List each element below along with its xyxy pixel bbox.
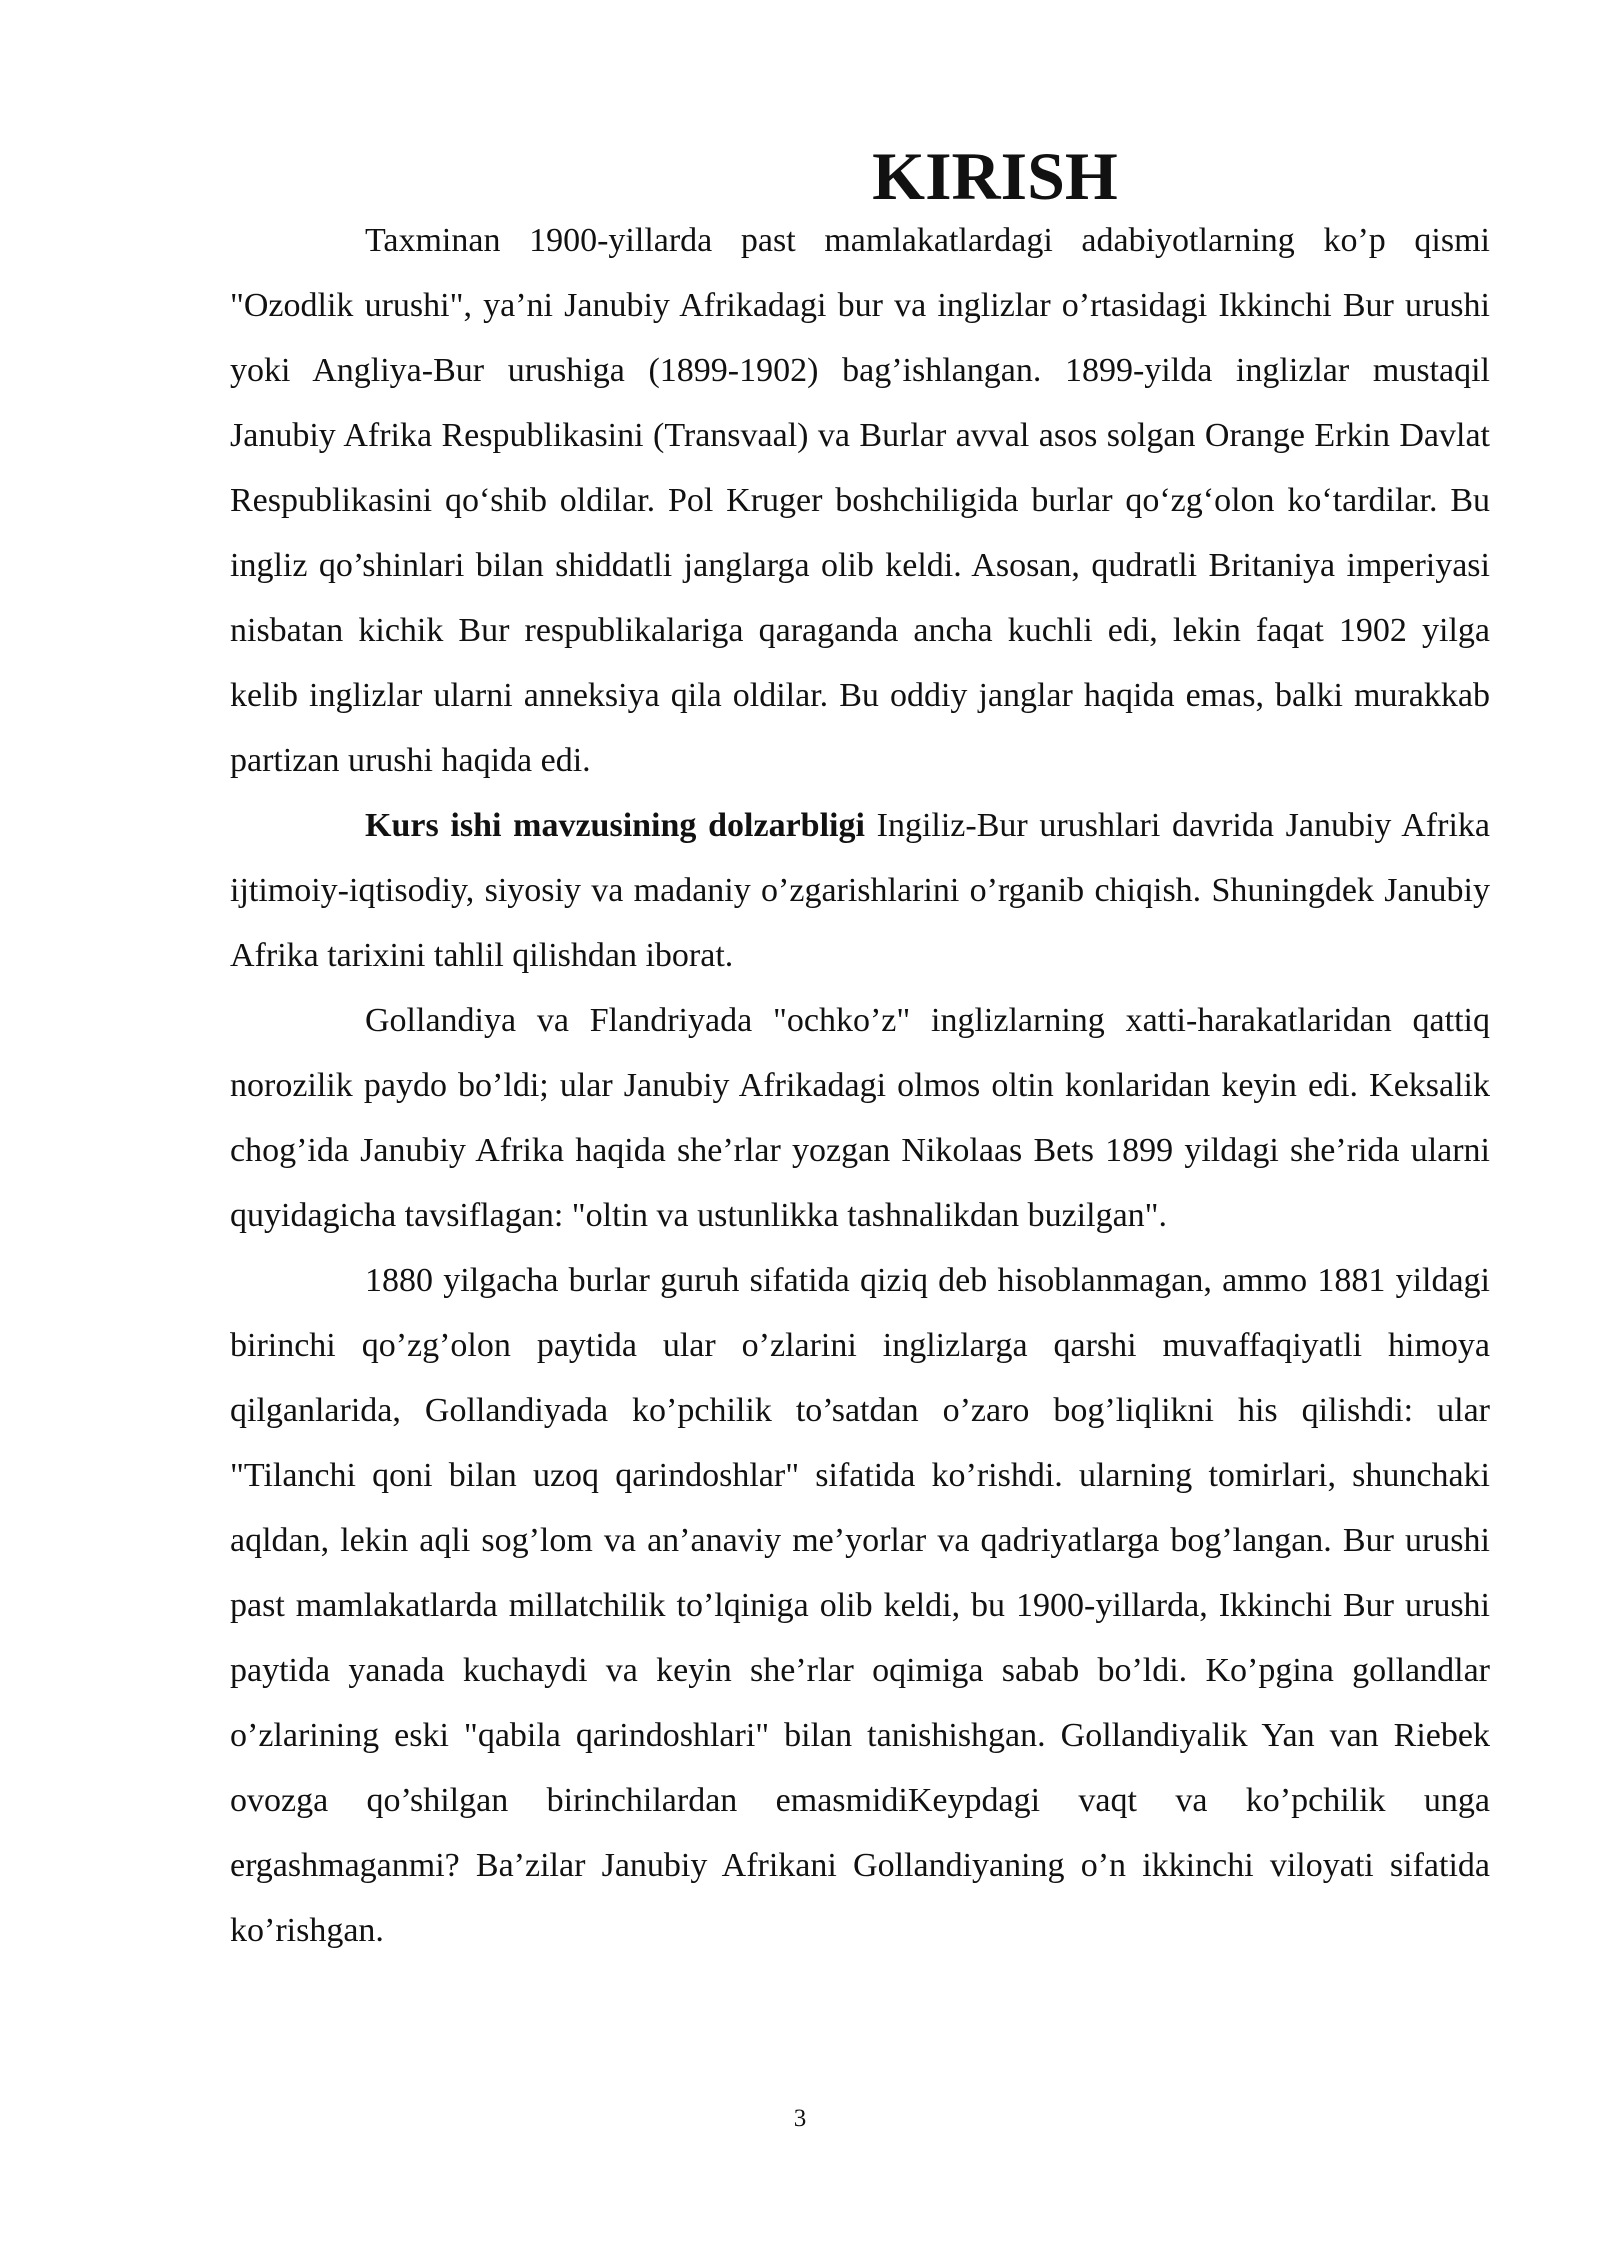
paragraph-3 bbox=[230, 988, 1490, 1248]
page-title: KIRISH bbox=[872, 138, 1118, 214]
paragraph-3-text: Gollandiya va Flandriyada "ochko’z" inglizlarning xatti-harakatlaridan qattiq norozilik paydo bo’ldi; ular Janubiy Afrikadagi olmos oltin konlaridan keyin edi. Keksalik chog’ida Janubiy Afrika haqida she’rlar yozgan Nikolaas Bets 1899 yildagi she’rida ularni quyidagicha tavsiflagan: "oltin va ustunlikka tashnalikdan buzilgan". bbox=[230, 1002, 1490, 1234]
paragraph-4 bbox=[230, 1248, 1490, 1963]
paragraph-2 bbox=[230, 793, 1490, 988]
document-body bbox=[230, 138, 1490, 1963]
paragraph-1 bbox=[230, 208, 1490, 793]
paragraph-4-text: 1880 yilgacha burlar guruh sifatida qiziq deb hisoblanmagan, ammo 1881 yildagi birinchi qo’zg’olon paytida ular o’zlarini inglizlarga qarshi muvaffaqiyatli himoya qilganlarida, Gollandiyada ko’pchilik to’satdan o’zaro bog’liqlikni his qilishdi: ular "Tilanchi qoni bilan uzoq qarindoshlar" sifatida ko’rishdi. ularning tomirlari, shunchaki aqldan, lekin aqli sog’lom va an’anaviy me’yorlar va qadriyatlarga bog’langan. Bur urushi past mamlakatlarda millatchilik to’lqiniga olib keldi, bu 1900-yillarda, Ikkinchi Bur urushi paytida yanada kuchaydi va keyin she’rlar oqimiga sabab bo’ldi. Ko’pgina gollandlar o’zlarining eski "qabila qarindoshlari" bilan tanishishgan. Gollandiyalik Yan van Riebek ovozga qo’shilgan birinchilardan emasmidiKeypdagi vaqt va ko’pchilik unga ergashmaganmi? Ba’zilar Janubiy Afrikani Gollandiyaning o’n ikkinchi viloyati sifatida ko’rishgan. bbox=[230, 1262, 1490, 1949]
paragraph-1-text: Taxminan 1900-yillarda past mamlakatlardagi adabiyotlarning ko’p qismi "Ozodlik urushi", ya’ni Janubiy Afrikadagi bur va inglizlar o’rtasidagi Ikkinchi Bur urushi yoki Angliya-Bur urushiga (1899-1902) bag’ishlangan. 1899-yilda inglizlar mustaqil Janubiy Afrika Respublikasini (Transvaal) va Burlar avval asos solgan Orange Erkin Davlat Respublikasini qo‘shib oldilar. Pol Kruger boshchiligida burlar qo‘zg‘olon ko‘tardilar. Bu ingliz qo’shinlari bilan shiddatli janglarga olib keldi. Asosan, qudratli Britaniya imperiyasi nisbatan kichik Bur respublikalariga qaraganda ancha kuchli edi, lekin faqat 1902 yilga kelib inglizlar ularni anneksiya qila oldilar. Bu oddiy janglar haqida emas, balki murakkab partizan urushi haqida edi. bbox=[230, 222, 1490, 779]
paragraph-2-text: Ingiliz-Bur urushlari davrida Janubiy Afrika ijtimoiy-iqtisodiy, siyosiy va madaniy o’zgarishlarini o’rganib chiqish. Shuningdek Janubiy Afrika tarixini tahlil qilishdan iborat. bbox=[230, 807, 1490, 974]
page-number: 3 bbox=[793, 2105, 807, 2132]
paragraph-2-lead: Kurs ishi mavzusining dolzarbligi bbox=[365, 807, 865, 844]
